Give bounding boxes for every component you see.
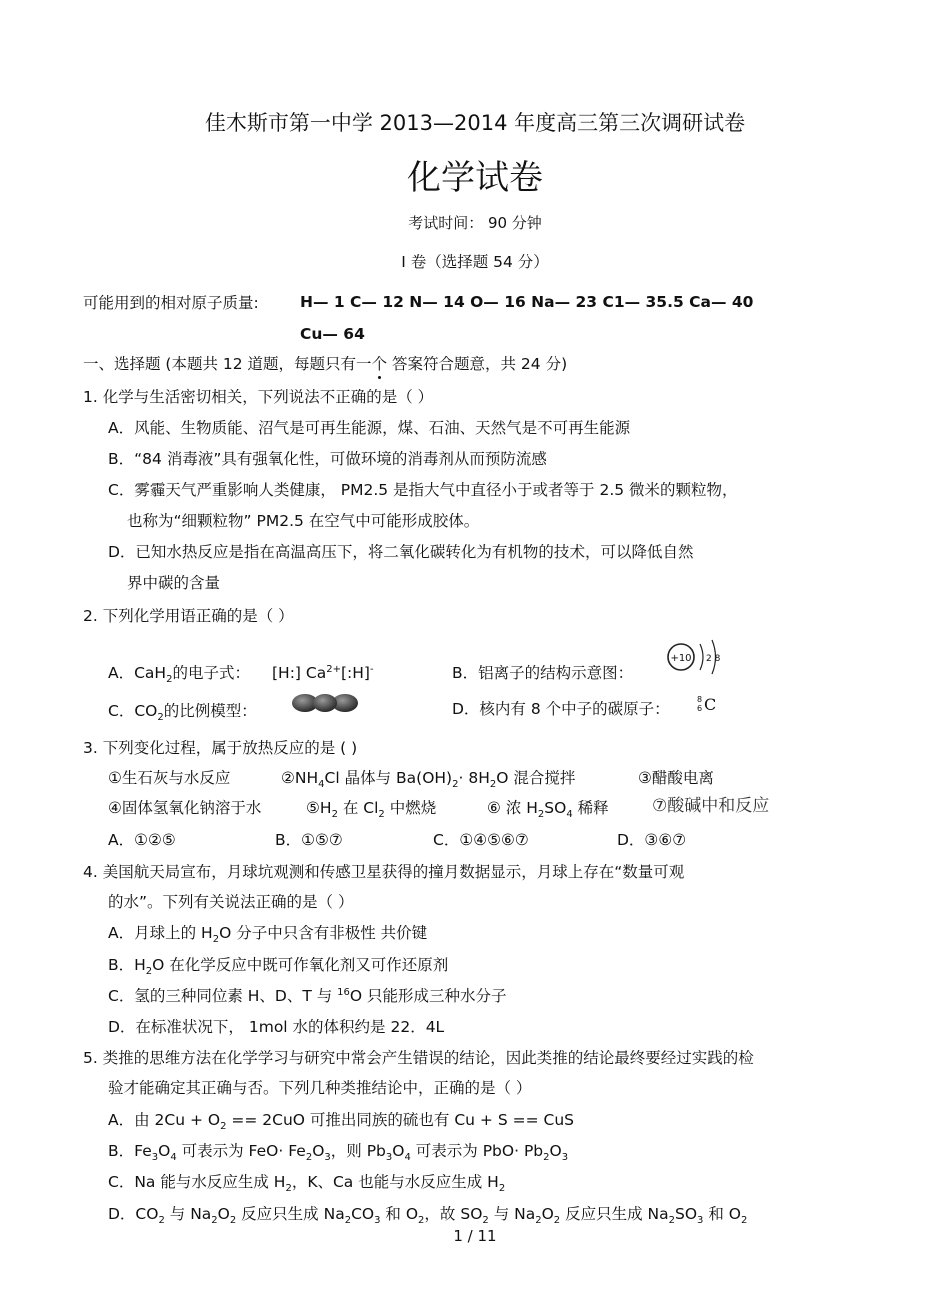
q5-d-7: ，故 SO (424, 1205, 483, 1223)
q5-option-a (108, 1110, 575, 1133)
q5-d-5: CO (351, 1205, 375, 1223)
q5-d-s2: 2 (211, 1215, 218, 1227)
aluminum-ion-diagram (664, 636, 726, 678)
q5-d-s7: 2 (482, 1215, 489, 1227)
section-heading-emphasis: 个 (371, 355, 388, 373)
section-heading-post: 答案符合题意，共 24 分) (387, 355, 568, 373)
q5-d-s8: 2 (535, 1215, 542, 1227)
q5-c-sub2: 2 (498, 1183, 506, 1195)
q3-item-3: ③醋酸电离 (638, 769, 714, 787)
isotope-atomic-number: 6 (697, 704, 703, 713)
q4-b-post: O 在化学反应中既可作氧化剂又可作还原剂 (152, 956, 449, 974)
ion-shell-label: 2 8 (706, 654, 721, 664)
q4-a-sub: 2 (212, 934, 220, 946)
q3-i5-pre: ⑤H (306, 799, 332, 817)
q5-b-8: O (549, 1142, 562, 1160)
q1-option-d: D．已知水热反应是指在高温高压下，将二氧化碳转化为有机物的技术，可以降低自然 (108, 543, 694, 561)
q2-stem: 2. 下列化学用语正确的是（ ） (83, 607, 294, 625)
q4-stem: 4. 美国航天局宣布，月球坑观测和传感卫星获得的撞月数据显示，月球上存在“数量可观 (83, 863, 685, 881)
q5-d-1: D．CO (108, 1205, 159, 1223)
q2-option-d: D．核内有 8 个中子的碳原子： (452, 700, 670, 718)
q2-a-text: 的电子式： (172, 664, 250, 682)
q3-option-c: C．①④⑤⑥⑦ (433, 831, 529, 849)
q5-d-s5: 3 (374, 1215, 381, 1227)
q5-d-s1: 2 (158, 1215, 165, 1227)
q4-option-d: D．在标准状况下， 1mol 水的体积约是 22．4L (108, 1018, 445, 1036)
ion-nucleus-label: +10 (670, 653, 692, 664)
electron-formula: [H:] $Ca^{2+}[:H]^-$ (272, 663, 374, 682)
q5-d-s9: 2 (553, 1215, 561, 1227)
q4-b-sub: 2 (145, 966, 153, 978)
formula-h-right: [:H] (341, 664, 370, 682)
q5-b-1: B．Fe (108, 1142, 152, 1160)
q3-i2-sub2: 2 (452, 779, 459, 791)
q5-c-sub: 2 (285, 1183, 292, 1195)
q3-i2-end: O 混合搅拌 (496, 769, 576, 787)
q5-stem-cont: 验才能确定其正确与否。下列几种类推结论中，正确的是（ ） (108, 1079, 532, 1097)
q5-a-post: == 2CuO 可推出同族的硫也有 Cu + S == CuS (226, 1111, 575, 1129)
q3-stem: 3. 下列变化过程，属于放热反应的是 ( ) (83, 739, 358, 757)
q3-item-5 (306, 798, 437, 821)
co2-space-filling-model (291, 693, 359, 713)
q5-option-d (108, 1204, 748, 1227)
q5-b-5: ，则 Pb (330, 1142, 386, 1160)
q3-item-4: ④固体氢氧化钠溶于水 (108, 799, 262, 817)
q3-option-d: D．③⑥⑦ (617, 831, 687, 849)
q5-b-2: O (158, 1142, 171, 1160)
q5-d-3: O (217, 1205, 230, 1223)
q1-option-d-cont: 界中碳的含量 (127, 574, 221, 592)
q5-b-6: O (392, 1142, 405, 1160)
page-number: 1 / 11 (453, 1227, 497, 1245)
q5-c-mid: ，K、Ca 也能与水反应生成 H (291, 1173, 499, 1191)
school-heading: 佳木斯市第一中学 2013—2014 年度高三第三次调研试卷 (204, 111, 746, 135)
q5-d-10: 反应只生成 Na (560, 1205, 669, 1223)
q1-option-c-cont: 也称为“细颗粒物” PM2.5 在空气中可能形成胶体。 (127, 512, 480, 530)
q5-b-s6: 4 (404, 1152, 411, 1164)
q4-stem-cont: 的水”。下列有关说法正确的是（ ） (108, 893, 354, 911)
q3-i2-sub3: 2 (489, 779, 497, 791)
atomic-mass-label: 可能用到的相对原子质量: (83, 294, 259, 312)
q4-c-post: O 只能形成三种水分子 (349, 987, 507, 1005)
q3-i2-mid: Cl 晶体与 Ba(OH) (324, 769, 453, 787)
q3-item-1: ①生石灰与水反应 (108, 769, 231, 787)
q5-b-s4: 3 (324, 1152, 331, 1164)
q5-d-9: O (541, 1205, 554, 1223)
q1-option-b: B．“84 消毒液”具有强氧化性，可做环境的消毒剂从而预防流感 (108, 450, 547, 468)
q3-i2-sub: 4 (318, 779, 325, 791)
q3-i6-pre: ⑥ 浓 H (487, 799, 538, 817)
q3-item-6 (487, 798, 609, 821)
q5-b-s7: 2 (543, 1152, 550, 1164)
ion-structure-icon (664, 636, 726, 678)
q2-option-a (108, 663, 250, 686)
q5-option-b (108, 1141, 569, 1164)
q3-item-2 (281, 768, 576, 791)
q5-d-s6: 2 (418, 1215, 425, 1227)
q5-b-s3: 2 (305, 1152, 313, 1164)
atomic-mass-values-cont: Cu— 64 (300, 325, 365, 343)
q5-b-s2: 4 (170, 1152, 177, 1164)
q5-c-pre: C．Na 能与水反应生成 H (108, 1173, 286, 1191)
q3-i6-sub2: 4 (566, 809, 573, 821)
q5-d-s10: 2 (668, 1215, 675, 1227)
q3-item-7: ⑦酸碱中和反应 (652, 796, 770, 816)
q5-b-s5: 3 (385, 1152, 393, 1164)
q3-i6-sub: 2 (537, 809, 545, 821)
q3-i5-mid: 在 Cl (337, 799, 379, 817)
q3-i2-post: · 8H (458, 769, 490, 787)
q1-option-c: C．雾霾天气严重影响人类健康， PM2.5 是指大气中直径小于或者等于 2.5 微米的颗粒物， (108, 481, 738, 499)
q1-option-a: A．风能、生物质能、沼气是可再生能源，煤、石油、天然气是不可再生能源 (108, 419, 631, 437)
q2-a-sub: 2 (166, 674, 173, 686)
q4-a-post: O 分子中只含有非极性 共价键 (219, 924, 428, 942)
section-heading (83, 354, 567, 374)
q3-i5-end: 中燃烧 (384, 799, 437, 817)
q5-b-s8: 3 (561, 1152, 569, 1164)
q4-c-pre: C．氢的三种同位素 H、D、T 与 (108, 987, 338, 1005)
q5-stem: 5. 类推的思维方法在化学学习与研究中常会产生错误的结论，因此类推的结论最终要经过实践的检 (83, 1049, 754, 1067)
formula-charge: 2+ (326, 663, 341, 675)
q5-b-3: 可表示为 FeO· Fe (176, 1142, 306, 1160)
q2-option-b: B．铝离子的结构示意图： (452, 664, 634, 682)
q4-option-a (108, 923, 428, 946)
q5-b-4: O (312, 1142, 325, 1160)
q3-option-b: B．①⑤⑦ (275, 831, 343, 849)
q5-d-11: SO (675, 1205, 698, 1223)
atomic-mass-values: H— 1 C— 12 N— 14 O— 16 Na— 23 C1— 35.5 Ca— 40 (300, 293, 754, 311)
q3-option-a: A．①②⑤ (108, 831, 176, 849)
q5-a-sub: 2 (220, 1121, 227, 1133)
q5-b-s1: 3 (151, 1152, 159, 1164)
q5-d-12: 和 O (703, 1205, 741, 1223)
exam-time: 考试时间： 90 分钟 (408, 214, 542, 232)
section-heading-pre: 一、选择题 (本题共 12 道题，每题只有一 (83, 355, 372, 373)
q4-option-b (108, 955, 449, 978)
q2-c-label: C．CO (108, 702, 158, 720)
isotope-symbol: C (704, 695, 717, 714)
q5-option-c (108, 1172, 506, 1195)
q1-stem: 1. 化学与生活密切相关，下列说法不正确的是（ ） (83, 388, 434, 406)
q5-d-s4: 2 (344, 1215, 352, 1227)
q3-i5-sub: 2 (331, 809, 338, 821)
page-title: 化学试卷 (407, 158, 543, 198)
q4-option-c (108, 986, 507, 1006)
carbon-isotope-symbol (697, 695, 725, 719)
q5-a-pre: A．由 2Cu + O (108, 1111, 221, 1129)
q4-b-pre: B．H (108, 956, 146, 974)
q5-d-6: 和 O (380, 1205, 419, 1223)
q2-c-sub: 2 (157, 712, 164, 724)
co2-model-icon (291, 693, 359, 713)
isotope-mass-number: 8 (697, 695, 703, 704)
q5-d-s11: 3 (697, 1215, 704, 1227)
q2-option-c (108, 701, 257, 724)
q5-d-2: 与 Na (164, 1205, 212, 1223)
formula-h-left: [H:] (272, 664, 301, 682)
q5-d-s3: 2 (229, 1215, 237, 1227)
q5-d-8: 与 Na (488, 1205, 536, 1223)
part-title: I 卷（选择题 54 分） (401, 253, 549, 271)
q3-i2-pre: ②NH (281, 769, 319, 787)
q5-d-s12: 2 (740, 1215, 748, 1227)
formula-ca: Ca (305, 664, 327, 682)
q3-i6-mid: SO (544, 799, 567, 817)
q2-c-text: 的比例模型： (163, 702, 257, 720)
q2-a-label: A．CaH (108, 664, 167, 682)
q5-b-7: 可表示为 PbO· Pb (410, 1142, 544, 1160)
q5-d-4: 反应只生成 Na (236, 1205, 345, 1223)
q4-c-sup: 16 (337, 986, 350, 998)
q4-a-pre: A．月球上的 H (108, 924, 213, 942)
q3-i6-end: 稀释 (572, 799, 609, 817)
q3-i5-sub2: 2 (378, 809, 385, 821)
